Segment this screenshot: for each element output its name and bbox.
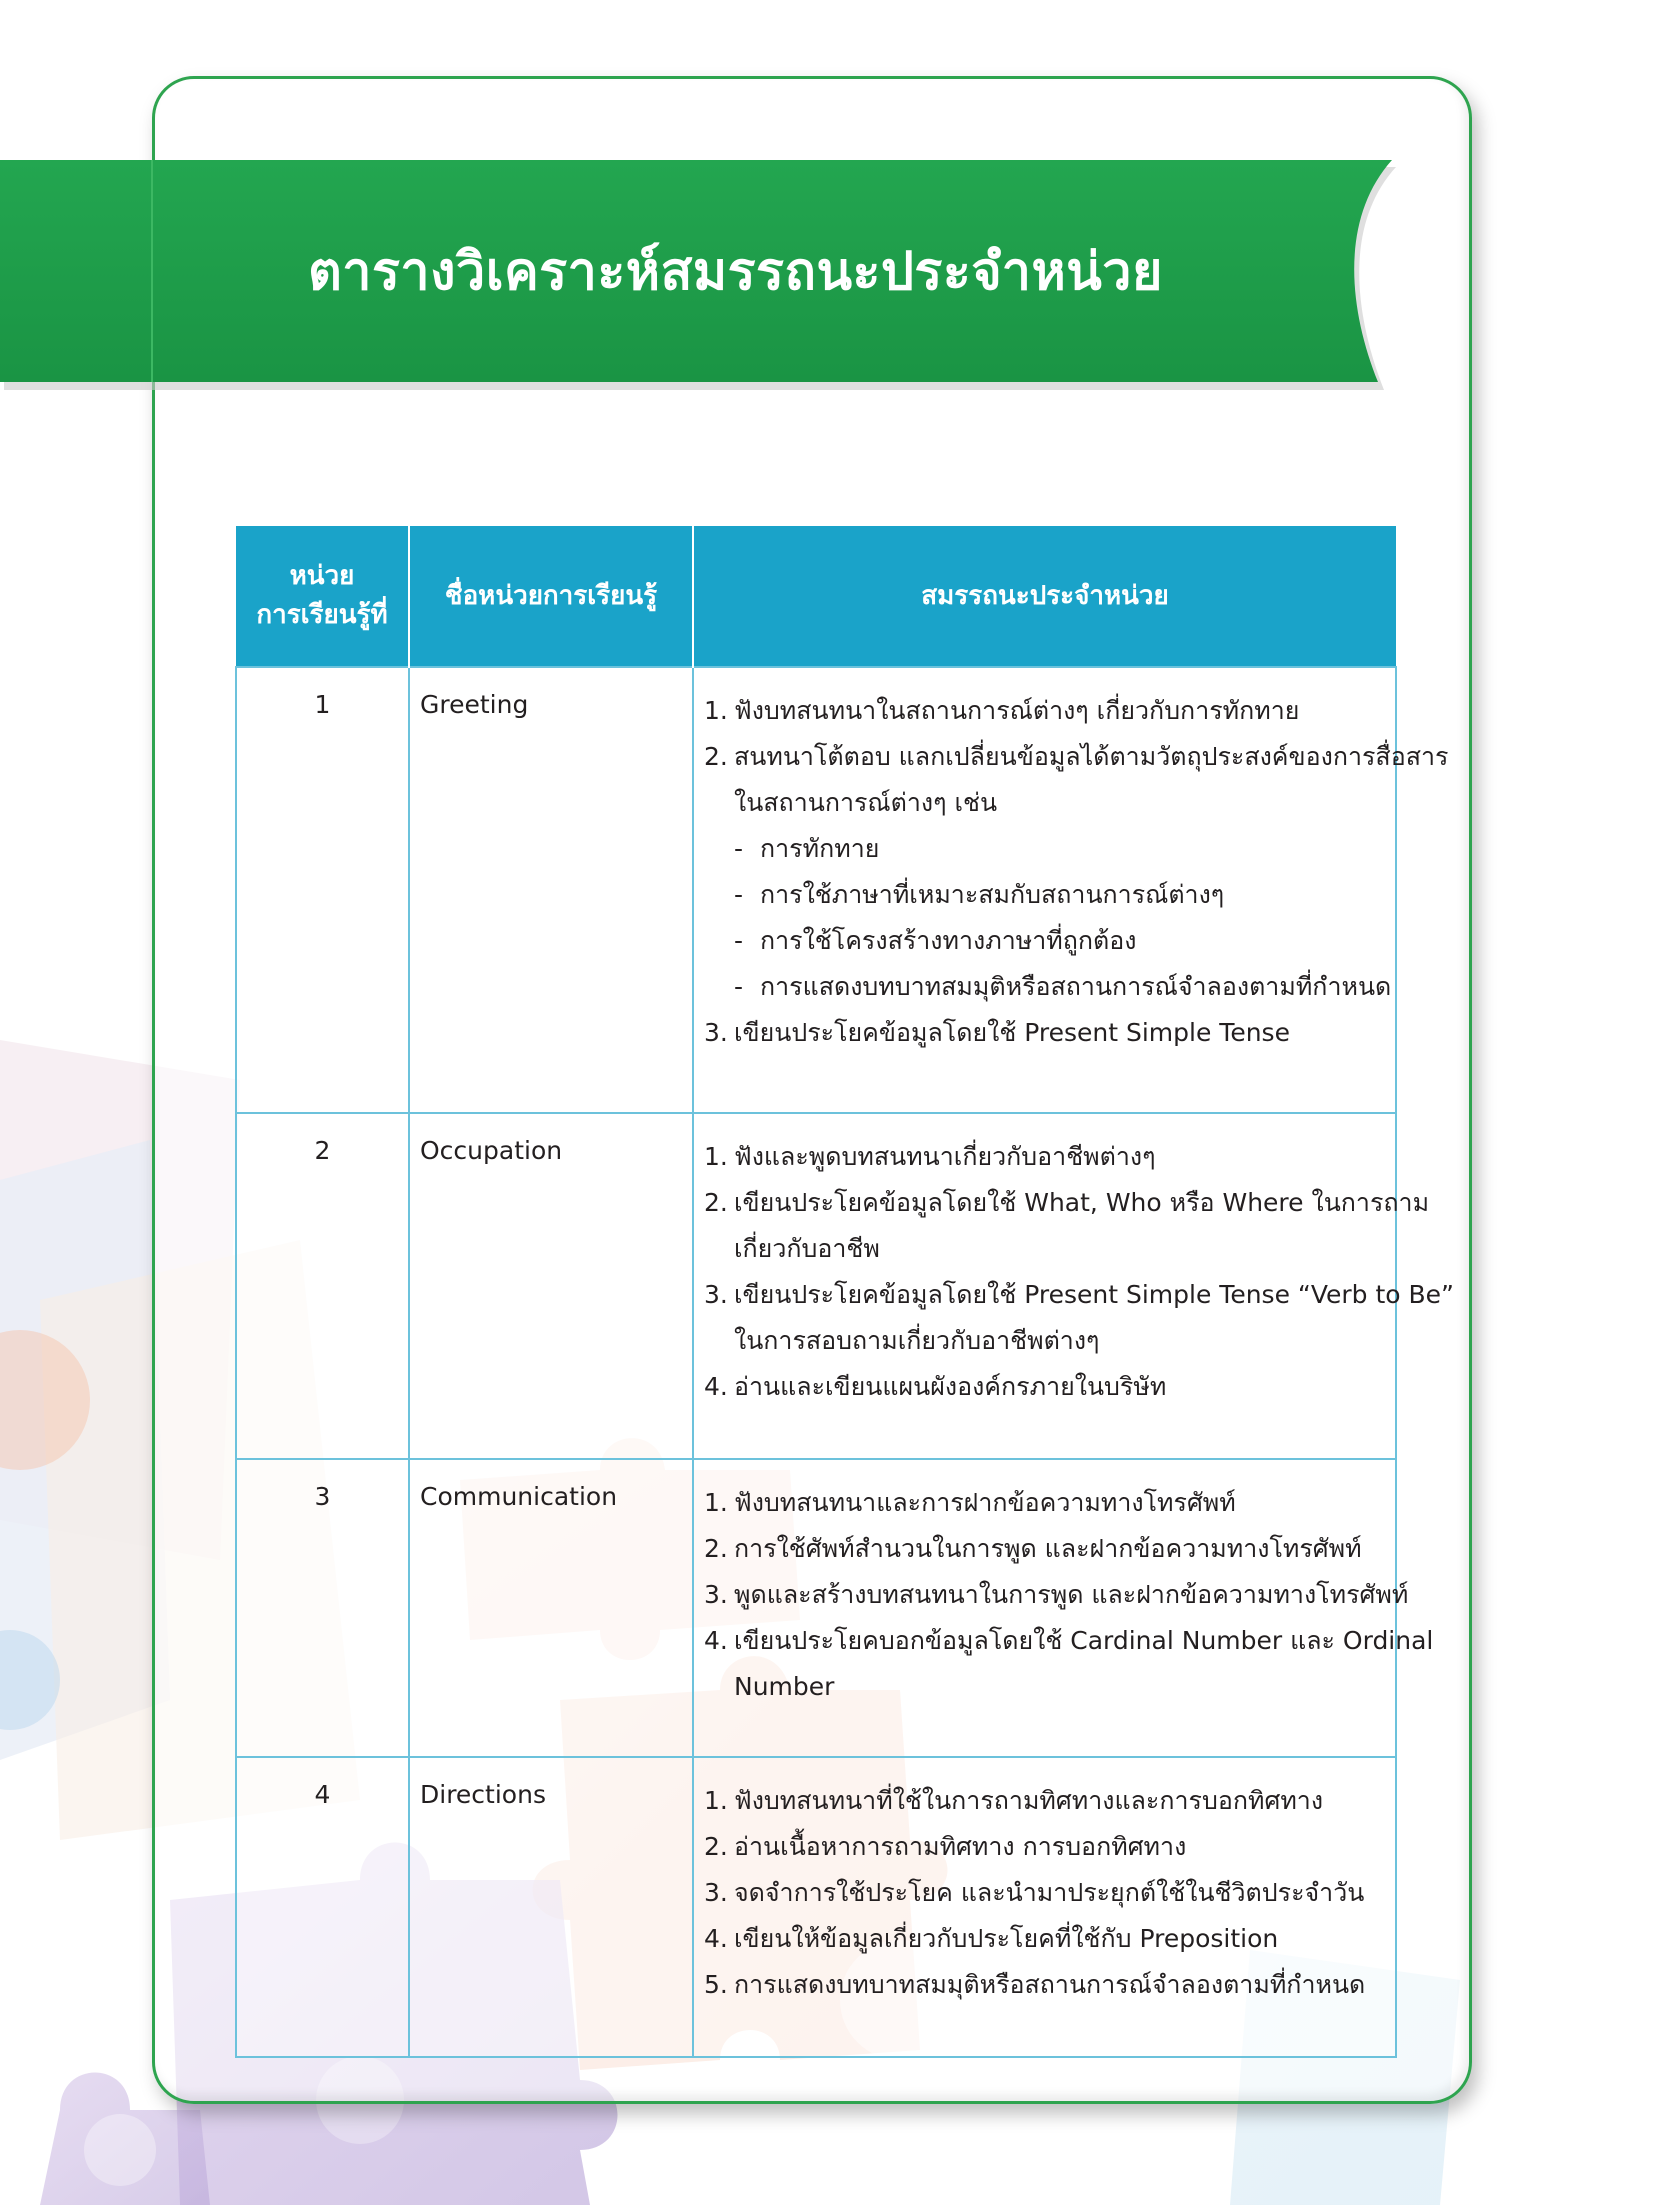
competency-text: จดจำการใช้ประโยค และนำมาประยุกต์ใช้ในชีวิตประจำวัน [734, 1878, 1365, 1907]
competency-line [704, 964, 1392, 1010]
competency-number: 2. [704, 742, 728, 771]
competency-number: 3. [704, 1878, 728, 1907]
competency-line [704, 1180, 1430, 1226]
competency-text: ฟังบทสนทนาและการฝากข้อความทางโทรศัพท์ [734, 1488, 1236, 1517]
header-unit-no-line: การเรียนรู้ที่ [256, 600, 388, 630]
competency-text: เขียนประโยคข้อมูลโดยใช้ Present Simple Tense [734, 1018, 1290, 1047]
competency-line [704, 688, 1383, 734]
competency-dash: - [734, 926, 744, 955]
competency-text: อ่านและเขียนแผนผังองค์กรภายในบริษัท [734, 1372, 1167, 1401]
competency-line [704, 1526, 1383, 1572]
page-title: ตารางวิเคราะห์สมรรถนะประจำหน่วย [308, 242, 1163, 302]
competency-text: สนทนาโต้ตอบ แลกเปลี่ยนข้อมูลได้ตามวัตถุประสงค์ของการสื่อสาร [734, 742, 1449, 771]
unit-name-cell: Greeting [409, 667, 693, 1113]
competency-line [704, 1364, 1383, 1410]
competency-line [704, 1824, 1383, 1870]
competency-text: เขียนประโยคข้อมูลโดยใช้ Present Simple Tense “Verb to Be” [734, 1280, 1455, 1309]
competency-table [235, 526, 1455, 2058]
table-row [236, 1757, 1396, 2057]
competency-cell [693, 667, 1449, 1113]
competency-number: 2. [704, 1534, 728, 1563]
title-banner [0, 160, 1400, 392]
competency-text: เกี่ยวกับอาชีพ [734, 1234, 880, 1263]
unit-number-cell: 4 [236, 1757, 409, 2057]
competency-text: การแสดงบทบาทสมมุติหรือสถานการณ์จำลองตามที่กำหนด [734, 1970, 1366, 1999]
competency-line [704, 1962, 1383, 2008]
competency-number: 1. [704, 1786, 728, 1815]
competency-text: การใช้ภาษาที่เหมาะสมกับสถานการณ์ต่างๆ [760, 880, 1225, 909]
competency-cell [693, 1757, 1396, 2057]
competency-text: เขียนประโยคบอกข้อมูลโดยใช้ Cardinal Number และ Ordinal [734, 1626, 1434, 1655]
competency-text: การใช้โครงสร้างทางภาษาที่ถูกต้อง [760, 926, 1137, 955]
competency-number: 1. [704, 1488, 728, 1517]
competency-dash: - [734, 972, 744, 1001]
competency-text: เขียนประโยคข้อมูลโดยใช้ What, Who หรือ Where ในการถาม [734, 1188, 1430, 1217]
competency-number: 2. [704, 1832, 728, 1861]
unit-name-cell: Communication [409, 1459, 693, 1757]
unit-number-cell: 1 [236, 667, 409, 1113]
competency-line [704, 1664, 1383, 1710]
competency-number: 3. [704, 1018, 728, 1047]
competency-line [704, 918, 1383, 964]
competency-line [704, 1870, 1383, 1916]
competency-dash: - [734, 834, 744, 863]
competency-text: ฟังบทสนทนาที่ใช้ในการถามทิศทางและการบอกทิศทาง [734, 1786, 1324, 1815]
unit-number-cell: 2 [236, 1113, 409, 1459]
competency-line [704, 1916, 1383, 1962]
competency-number: 3. [704, 1580, 728, 1609]
competency-text: การทักทาย [760, 834, 880, 863]
competency-number: 2. [704, 1188, 728, 1217]
competency-line [704, 1778, 1383, 1824]
competency-text: เขียนให้ข้อมูลเกี่ยวกับประโยคที่ใช้กับ Preposition [734, 1924, 1279, 1953]
competency-line [704, 1572, 1409, 1618]
competency-line [704, 1134, 1383, 1180]
table-row [236, 1459, 1396, 1757]
competency-dash: - [734, 880, 744, 909]
header-unit-no-line: หน่วย [289, 561, 355, 591]
competency-line [704, 780, 1383, 826]
competency-cell [693, 1113, 1455, 1459]
competency-line [704, 872, 1383, 918]
competency-table-wrapper [235, 526, 1455, 2058]
competency-number: 4. [704, 1924, 728, 1953]
unit-name-cell: Directions [409, 1757, 693, 2057]
competency-number: 4. [704, 1372, 728, 1401]
competency-cell [693, 1459, 1434, 1757]
competency-line [704, 1226, 1383, 1272]
table-row [236, 1113, 1396, 1459]
table-row [236, 667, 1396, 1113]
header-unit-no [236, 526, 409, 667]
competency-line [704, 1272, 1455, 1318]
header-unit-name: ชื่อหน่วยการเรียนรู้ [409, 526, 693, 667]
competency-line [704, 1318, 1383, 1364]
competency-number: 3. [704, 1280, 728, 1309]
competency-line [704, 826, 1383, 872]
unit-name-cell: Occupation [409, 1113, 693, 1459]
competency-number: 4. [704, 1626, 728, 1655]
competency-line [704, 1010, 1383, 1056]
competency-line [704, 734, 1449, 780]
competency-text: ในการสอบถามเกี่ยวกับอาชีพต่างๆ [734, 1326, 1100, 1355]
competency-number: 1. [704, 1142, 728, 1171]
competency-number: 1. [704, 696, 728, 725]
competency-text: อ่านเนื้อหาการถามทิศทาง การบอกทิศทาง [734, 1832, 1187, 1861]
competency-text: ฟังบทสนทนาในสถานการณ์ต่างๆ เกี่ยวกับการทักทาย [734, 696, 1300, 725]
competency-text: การแสดงบทบาทสมมุติหรือสถานการณ์จำลองตามที่กำหนด [760, 972, 1392, 1001]
competency-text: Number [734, 1672, 835, 1701]
header-competency: สมรรถนะประจำหน่วย [693, 526, 1396, 667]
competency-line [704, 1618, 1434, 1664]
unit-number-cell: 3 [236, 1459, 409, 1757]
competency-text: ฟังและพูดบทสนทนาเกี่ยวกับอาชีพต่างๆ [734, 1142, 1156, 1171]
competency-line [704, 1480, 1383, 1526]
table-header-row [236, 526, 1396, 667]
competency-text: พูดและสร้างบทสนทนาในการพูด และฝากข้อความทางโทรศัพท์ [734, 1580, 1409, 1609]
competency-number: 5. [704, 1970, 728, 1999]
competency-text: ในสถานการณ์ต่างๆ เช่น [734, 788, 998, 817]
competency-text: การใช้ศัพท์สำนวนในการพูด และฝากข้อความทางโทรศัพท์ [734, 1534, 1362, 1563]
